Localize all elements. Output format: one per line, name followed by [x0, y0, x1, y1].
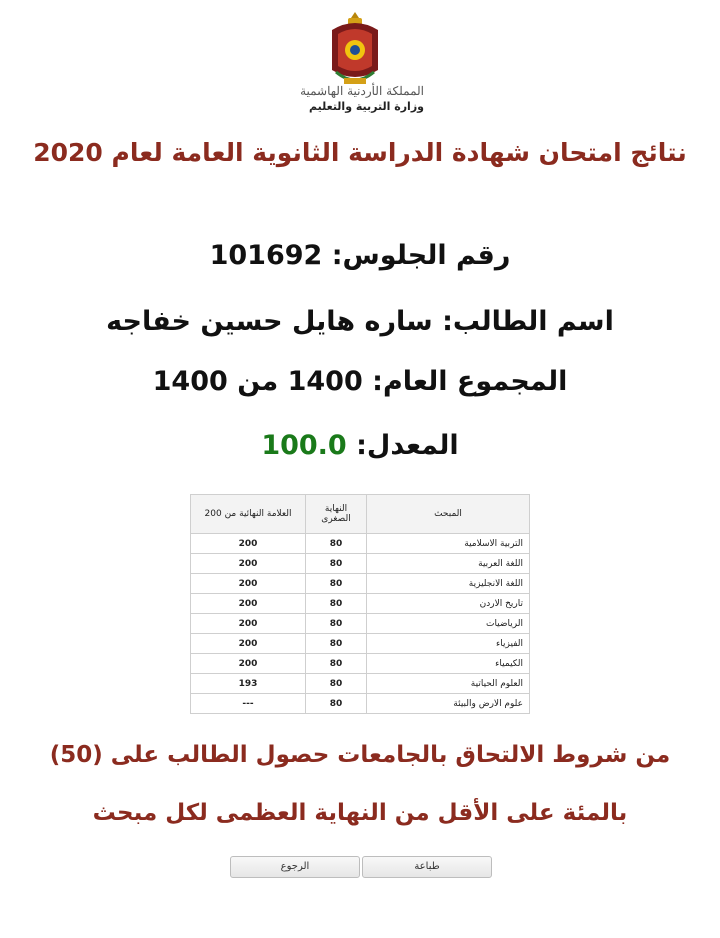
admission-note-line1: من شروط الالتحاق بالجامعات حصول الطالب على (50) [49, 742, 671, 768]
final-cell: 200 [191, 554, 306, 574]
final-cell: 200 [191, 614, 306, 634]
min-cell: 80 [306, 534, 367, 554]
total-label: المجموع العام: [372, 366, 568, 397]
table-row [191, 694, 530, 714]
table-row [191, 574, 530, 594]
header-subject: المبحث [367, 495, 530, 534]
subject-cell: اللغة الانجليزية [367, 574, 530, 594]
table-row [191, 554, 530, 574]
print-button[interactable]: طباعة [362, 856, 492, 878]
total-value: 1400 [287, 366, 363, 397]
seat-number: 101692 [209, 240, 323, 271]
table-row [191, 614, 530, 634]
subject-cell: العلوم الحياتية [367, 674, 530, 694]
student-name: ساره هايل حسين خفاجه [106, 306, 433, 337]
name-label: اسم الطالب: [442, 306, 614, 337]
final-cell: 200 [191, 634, 306, 654]
min-cell: 80 [306, 694, 367, 714]
final-cell: 193 [191, 674, 306, 694]
average-value: 100.0 [261, 430, 347, 461]
ministry-header [300, 84, 424, 113]
min-cell: 80 [306, 594, 367, 614]
ministry-name: وزارة التربية والتعليم [309, 100, 424, 113]
total-of: من [237, 366, 279, 397]
min-cell: 80 [306, 654, 367, 674]
total-row [0, 366, 720, 397]
min-cell: 80 [306, 574, 367, 594]
min-cell: 80 [306, 674, 367, 694]
min-cell: 80 [306, 614, 367, 634]
subject-cell: الكيمياء [367, 654, 530, 674]
kingdom-name: المملكة الأردنية الهاشمية [300, 84, 424, 98]
page-title: نتائج امتحان شهادة الدراسة الثانوية العامة لعام 2020 [33, 138, 687, 167]
table-row [191, 534, 530, 554]
table-row [191, 594, 530, 614]
grades-table [190, 494, 530, 714]
admission-note-line2: بالمئة على الأقل من النهاية العظمى لكل مبحث [92, 800, 628, 826]
average-row [0, 430, 720, 461]
table-row [191, 674, 530, 694]
final-cell: 200 [191, 534, 306, 554]
total-max: 1400 [152, 366, 228, 397]
subject-cell: علوم الارض والبيئة [367, 694, 530, 714]
seat-label: رقم الجلوس: [331, 240, 511, 271]
subject-cell: الفيزياء [367, 634, 530, 654]
subject-cell: الرياضيات [367, 614, 530, 634]
table-row [191, 654, 530, 674]
table-header-row [191, 495, 530, 534]
table-row [191, 634, 530, 654]
final-cell: --- [191, 694, 306, 714]
back-button[interactable]: الرجوع [230, 856, 360, 878]
subject-cell: اللغة العربية [367, 554, 530, 574]
min-cell: 80 [306, 634, 367, 654]
header-min: النهاية الصغرى [306, 495, 367, 534]
average-label: المعدل: [356, 430, 459, 461]
final-cell: 200 [191, 654, 306, 674]
final-cell: 200 [191, 574, 306, 594]
student-name-row [0, 306, 720, 337]
min-cell: 80 [306, 554, 367, 574]
subject-cell: تاريخ الاردن [367, 594, 530, 614]
subject-cell: التربية الاسلامية [367, 534, 530, 554]
header-final: العلامة النهائية من 200 [191, 495, 306, 534]
final-cell: 200 [191, 594, 306, 614]
seat-number-row [0, 240, 720, 271]
jordan-coat-of-arms-icon [326, 10, 384, 90]
